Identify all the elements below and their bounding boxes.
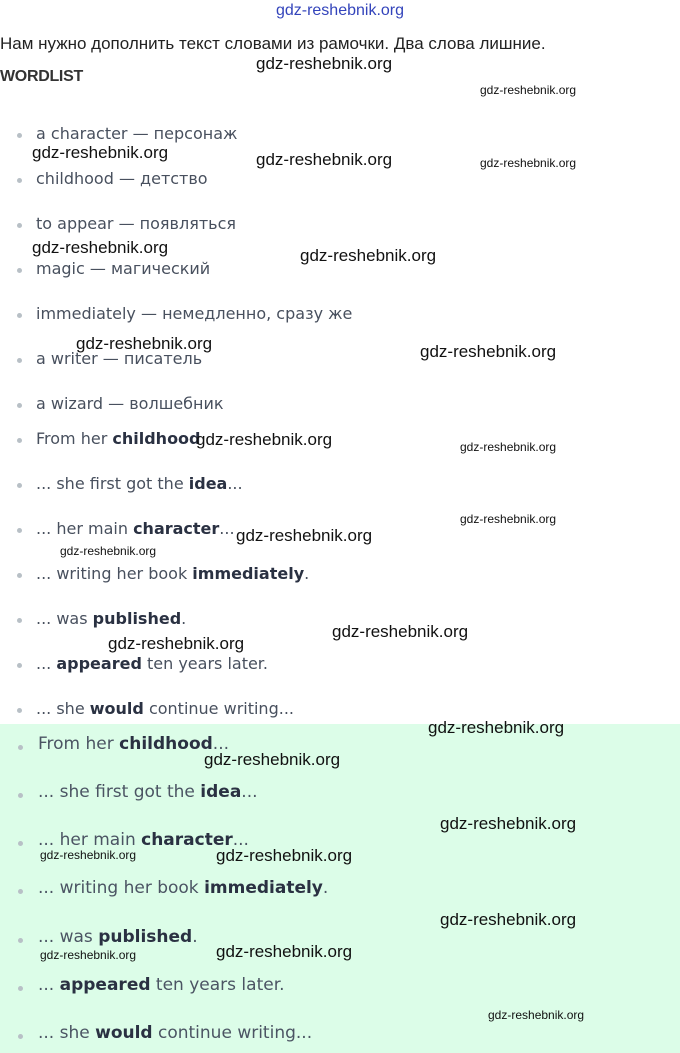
answer-pre: ... she first got the (38, 782, 201, 802)
phrase-pre: ... her main (36, 519, 134, 538)
answer-text (38, 782, 258, 802)
answer-keyword: character (141, 830, 233, 850)
phrase-pre: From her (36, 429, 113, 448)
phrase-text (36, 564, 309, 583)
bullet-icon (17, 483, 22, 488)
watermark: gdz-reshebnik.org (480, 156, 577, 170)
watermark: gdz-reshebnik.org (216, 846, 353, 865)
bullet-icon (17, 403, 22, 408)
phrase-post: . (304, 564, 310, 583)
bullet-icon (17, 618, 22, 623)
answer-keyword: published (98, 927, 193, 947)
answer-pre: ... was (38, 927, 99, 947)
bullet-icon (17, 708, 22, 713)
answer-post: continue writing... (152, 1023, 313, 1043)
answer-pre: ... writing her book (38, 878, 205, 898)
phrase-text (36, 609, 186, 628)
bullet-icon (18, 1034, 23, 1039)
bullet-icon (18, 938, 23, 943)
answer-pre: From her (38, 734, 120, 754)
wordlist-heading: WORDLIST (0, 68, 83, 85)
wordlist-entry: to appear — появляться (36, 214, 236, 233)
watermark: gdz-reshebnik.org (428, 718, 565, 737)
watermark: gdz-reshebnik.org (196, 430, 333, 449)
phrase-keyword: published (92, 609, 182, 628)
phrase-pre: ... she (36, 699, 90, 718)
answer-post: ... (241, 782, 258, 802)
watermark: gdz-reshebnik.org (440, 814, 577, 833)
site-link[interactable]: gdz-reshebnik.org (275, 2, 405, 19)
wordlist-entry: childhood — детство (36, 169, 208, 188)
bullet-icon (17, 358, 22, 363)
wordlist-entry: a writer — писатель (36, 349, 203, 368)
bullet-icon (17, 268, 22, 273)
bullet-icon (18, 889, 23, 894)
bullet-icon (17, 178, 22, 183)
watermark: gdz-reshebnik.org (488, 1008, 585, 1022)
watermark: gdz-reshebnik.org (216, 942, 353, 961)
phrase-post: . (181, 609, 187, 628)
phrase-pre: ... (36, 654, 57, 673)
watermark: gdz-reshebnik.org (40, 848, 137, 862)
answer-post: ... (212, 734, 230, 754)
answer-pre: ... her main (38, 830, 142, 850)
watermark: gdz-reshebnik.org (236, 526, 373, 545)
phrase-keyword: idea (188, 474, 228, 493)
bullet-icon (18, 745, 23, 750)
watermark: gdz-reshebnik.org (40, 948, 137, 962)
bullet-icon (18, 841, 23, 846)
answer-keyword: childhood (119, 734, 213, 754)
watermark: gdz-reshebnik.org (460, 512, 557, 526)
phrase-text (36, 654, 268, 673)
phrase-text (36, 519, 235, 538)
bullet-icon (18, 793, 23, 798)
intro-text: Нам нужно дополнить текст словами из рамочки. Два слова лишние. (0, 34, 546, 53)
answer-text (38, 975, 285, 995)
phrase-post: ... (219, 519, 235, 538)
answer-keyword: immediately (204, 878, 323, 898)
answer-text (38, 878, 328, 898)
watermark: gdz-reshebnik.org (460, 440, 557, 454)
phrase-keyword: would (89, 699, 144, 718)
phrase-pre: ... she first got the (36, 474, 189, 493)
watermark: gdz-reshebnik.org (256, 54, 393, 73)
bullet-icon (17, 528, 22, 533)
wordlist-entry: a wizard — волшебник (36, 394, 224, 413)
phrase-keyword: immediately (192, 564, 305, 583)
phrase-pre: ... writing her book (36, 564, 193, 583)
phrase-keyword: childhood (112, 429, 201, 448)
watermark: gdz-reshebnik.org (32, 238, 169, 257)
answer-post: . (322, 878, 329, 898)
phrase-text (36, 474, 243, 493)
bullet-icon (17, 313, 22, 318)
phrase-post: continue writing... (143, 699, 294, 718)
watermark: gdz-reshebnik.org (332, 622, 469, 641)
answer-text (38, 734, 229, 754)
answer-post: ten years later. (150, 975, 285, 995)
watermark: gdz-reshebnik.org (256, 150, 393, 169)
answer-post: ... (232, 830, 249, 850)
bullet-icon (17, 573, 22, 578)
answer-text (38, 927, 198, 947)
bullet-icon (17, 663, 22, 668)
watermark: gdz-reshebnik.org (32, 143, 169, 162)
watermark: gdz-reshebnik.org (108, 634, 245, 653)
phrase-text (36, 429, 201, 448)
watermark: gdz-reshebnik.org (60, 544, 157, 558)
watermark: gdz-reshebnik.org (440, 910, 577, 929)
phrase-pre: ... was (36, 609, 93, 628)
watermark: gdz-reshebnik.org (420, 342, 557, 361)
phrase-text (36, 699, 294, 718)
answer-pre: ... she (38, 1023, 96, 1043)
answer-keyword: would (95, 1023, 153, 1043)
answer-post: . (192, 927, 198, 947)
watermark: gdz-reshebnik.org (204, 750, 341, 769)
phrase-post: ten years later. (141, 654, 268, 673)
bullet-icon (18, 986, 23, 991)
answer-text (38, 1023, 312, 1043)
bullet-icon (17, 438, 22, 443)
answer-pre: ... (38, 975, 60, 995)
watermark: gdz-reshebnik.org (480, 83, 577, 97)
bullet-icon (17, 133, 22, 138)
watermark: gdz-reshebnik.org (300, 246, 437, 265)
phrase-keyword: appeared (56, 654, 142, 673)
watermark: gdz-reshebnik.org (76, 334, 213, 353)
wordlist-entry: a character — персонаж (36, 124, 238, 143)
phrase-keyword: character (133, 519, 220, 538)
answer-keyword: idea (200, 782, 242, 802)
bullet-icon (17, 223, 22, 228)
wordlist-entry: immediately — немедленно, сразу же (36, 304, 353, 323)
answer-keyword: appeared (59, 975, 151, 995)
wordlist-entry: magic — магический (36, 259, 211, 278)
answer-panel (0, 724, 680, 1053)
phrase-post: ... (227, 474, 243, 493)
